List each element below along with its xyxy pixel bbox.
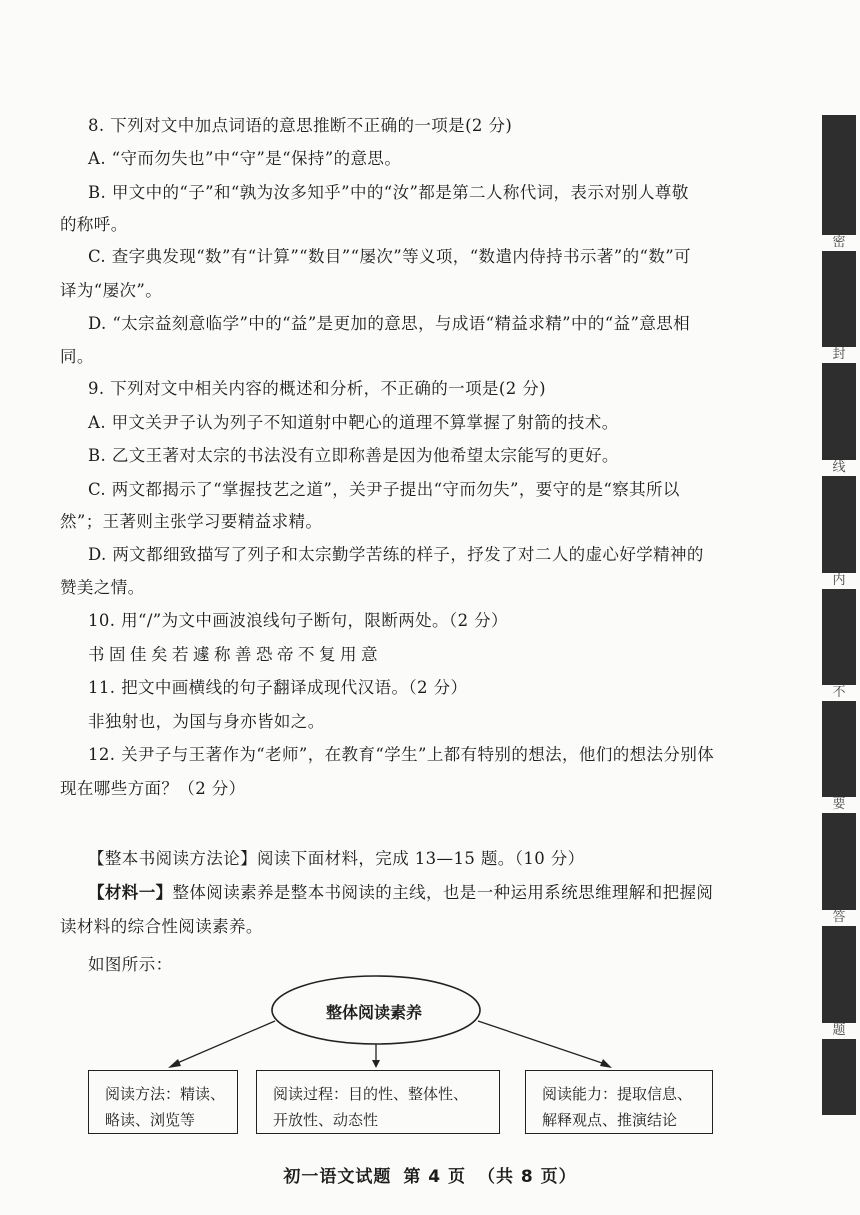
q9-option-d: D. 两文都细致描写了列子和太宗勤学苦练的样子，抒发了对二人的虚心好学精神的 — [88, 545, 704, 564]
q8-option-b-cont: 的称呼。 — [60, 215, 128, 234]
q10-sentence: 书固佳矣若遽称善恐帝不复用意 — [88, 645, 382, 664]
as-shown-label: 如图所示： — [88, 955, 173, 974]
seal-char-6: 要 — [820, 797, 858, 813]
seal-char-4: 内 — [820, 573, 858, 589]
q8-stem: 8. 下列对文中加点词语的意思推断不正确的一项是(2 分) — [88, 116, 513, 135]
arrow-right-line — [478, 1021, 605, 1064]
footer-page: 第 4 页 — [403, 1167, 466, 1187]
q9-option-c-cont: 然”；王著则主张学习要精益求精。 — [60, 512, 323, 531]
q8-option-a: A. “守而勿失也”中“守”是“保持”的意思。 — [88, 149, 402, 168]
seal-char-3: 线 — [820, 460, 858, 476]
diagram-box-ability-line2: 解释观点、推演结论 — [542, 1111, 678, 1129]
diagram-box-ability-line1: 阅读能力：提取信息、 — [542, 1085, 693, 1103]
footer-total: （共 8 页） — [478, 1167, 577, 1187]
diagram-box-process-line2: 开放性、动态性 — [273, 1111, 379, 1129]
page-footer — [0, 1162, 860, 1187]
footer-subject: 初一语文试题 — [283, 1167, 392, 1187]
q8-option-d: D. “太宗益刻意临学”中的“益”是更加的意思，与成语“精益求精”中的“益”意思相 — [88, 314, 691, 333]
material1-line2: 读材料的综合性阅读素养。 — [60, 917, 263, 936]
material1-label: 【材料一】 — [88, 883, 173, 902]
q8-option-b: B. 甲文中的“子”和“孰为汝多知乎”中的“汝”都是第二人称代词，表示对别人尊敬 — [88, 183, 689, 202]
section-title: 【整本书阅读方法论】阅读下面材料，完成 13—15 题。（10 分） — [88, 849, 585, 868]
arrow-left-line — [175, 1021, 275, 1064]
q12-stem: 12. 关尹子与王著作为“老师”，在教育“学生”上都有特别的想法，他们的想法分别体 — [88, 745, 715, 764]
seal-line-strip — [820, 115, 860, 1115]
q9-option-a: A. 甲文关尹子认为列子不知道射中靶心的道理不算掌握了射箭的技术。 — [88, 413, 619, 432]
material1-text: 整体阅读素养是整本书阅读的主线，也是一种运用系统思维理解和把握阅 — [172, 883, 714, 902]
q9-option-b: B. 乙文王著对太宗的书法没有立即称善是因为他希望太宗能写的更好。 — [88, 446, 619, 465]
diagram-box-method-line1: 阅读方法：精读、 — [105, 1085, 226, 1103]
q10-stem: 10. 用“/”为文中画波浪线句子断句，限断两处。（2 分） — [88, 611, 508, 630]
q8-option-c-cont: 译为“屡次”。 — [60, 281, 163, 300]
seal-char-2: 封 — [820, 347, 858, 363]
seal-char-1: 密 — [820, 235, 858, 251]
seal-char-5: 不 — [820, 685, 858, 701]
diagram-box-process-line1: 阅读过程：目的性、整体性、 — [273, 1085, 469, 1103]
diagram-box-method-line2: 略读、浏览等 — [105, 1111, 196, 1129]
q9-stem: 9. 下列对文中相关内容的概述和分析，不正确的一项是(2 分) — [88, 379, 547, 398]
q9-option-c: C. 两文都揭示了“掌握技艺之道”，关尹子提出“守而勿失”，要守的是“察其所以 — [88, 480, 680, 499]
q11-stem: 11. 把文中画横线的句子翻译成现代汉语。（2 分） — [88, 678, 468, 697]
diagram-box-process — [256, 1070, 500, 1134]
arrow-middle-head — [372, 1060, 380, 1068]
q11-sentence: 非独射也，为国与身亦皆如之。 — [88, 712, 325, 731]
diagram-box-method — [88, 1070, 238, 1134]
arrow-right-head — [600, 1059, 612, 1068]
seal-line-bar — [822, 115, 856, 1115]
seal-char-8: 题 — [820, 1023, 858, 1039]
arrow-left-head — [168, 1059, 181, 1068]
q9-option-d-cont: 赞美之情。 — [60, 578, 145, 597]
q12-stem-cont: 现在哪些方面？（2 分） — [60, 779, 246, 798]
diagram-box-ability — [525, 1070, 713, 1134]
q8-option-d-cont: 同。 — [60, 347, 94, 366]
diagram-center-label: 整体阅读素养 — [326, 1003, 423, 1022]
seal-char-7: 答 — [820, 910, 858, 926]
q8-option-c: C. 查字典发现“数”有“计算”“数目”“屡次”等义项，“数遣内侍持书示著”的“数”可 — [88, 247, 691, 266]
